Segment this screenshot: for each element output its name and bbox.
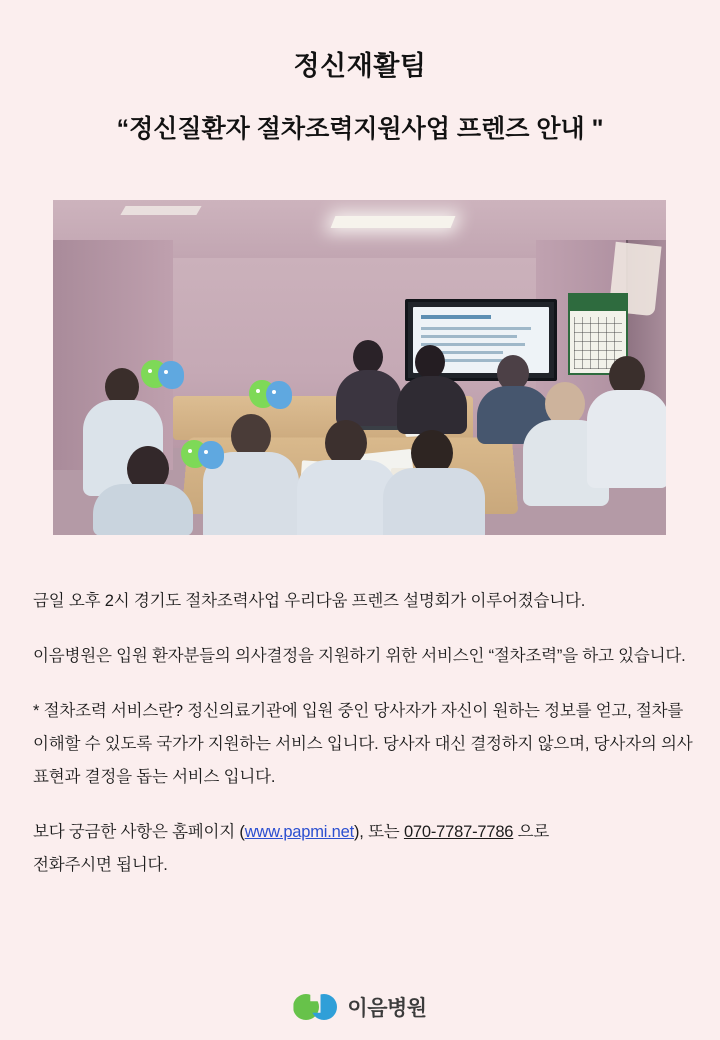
homepage-link[interactable]: www.papmi.net <box>244 823 354 841</box>
hospital-name: 이음병원 <box>347 997 427 1020</box>
calendar-header <box>570 295 626 311</box>
contact-suffix: 으로 <box>513 823 550 841</box>
contact-second-line: 전화주시면 됩니다. <box>33 856 168 874</box>
page-subtitle: “정신질환자 절차조력지원사업 프렌즈 안내 " <box>116 115 604 143</box>
slide-title-line <box>421 315 491 319</box>
privacy-blob-icon <box>141 360 185 390</box>
meeting-room-photo <box>53 200 666 535</box>
hospital-logo-icon <box>293 992 341 1022</box>
slide-line <box>421 335 517 338</box>
contact-paragraph <box>33 816 693 882</box>
paragraph-2: 이음병원은 입원 환자분들의 의사결정을 지원하기 위한 서비스인 “절차조력”을 하고 있습니다. <box>33 647 686 665</box>
contact-prefix: 보다 궁금한 사항은 홈페이지 ( <box>33 823 245 841</box>
ceiling-light-secondary-icon <box>120 206 201 215</box>
body-text <box>33 585 693 882</box>
paragraph-3: * 절차조력 서비스란? 정신의료기관에 입원 중인 당사자가 자신이 원하는 정보를 얻고, 절차를 이해할 수 있도록 국가가 지원하는 서비스 입니다. 당사자 대신 결정하지 않으며, 당사자의 의사표현과 결정을 돕는 서비스 입니다. <box>33 702 693 786</box>
privacy-blob-icon <box>249 380 293 410</box>
ceiling-light-icon <box>331 216 456 228</box>
contact-middle: ), 또는 <box>354 823 404 841</box>
slide-line <box>421 327 531 330</box>
contact-phone: 070-7787-7786 <box>403 823 514 841</box>
title-block <box>0 0 720 145</box>
privacy-blob-icon <box>181 440 225 470</box>
paragraph-1: 금일 오후 2시 경기도 절차조력사업 우리다움 프렌즈 설명회가 이루어졌습니다. <box>33 592 586 610</box>
slide-line <box>421 343 525 346</box>
footer-logo <box>0 992 720 1022</box>
photo-canvas <box>53 200 666 535</box>
page-title: 정신재활팀 <box>293 51 427 81</box>
